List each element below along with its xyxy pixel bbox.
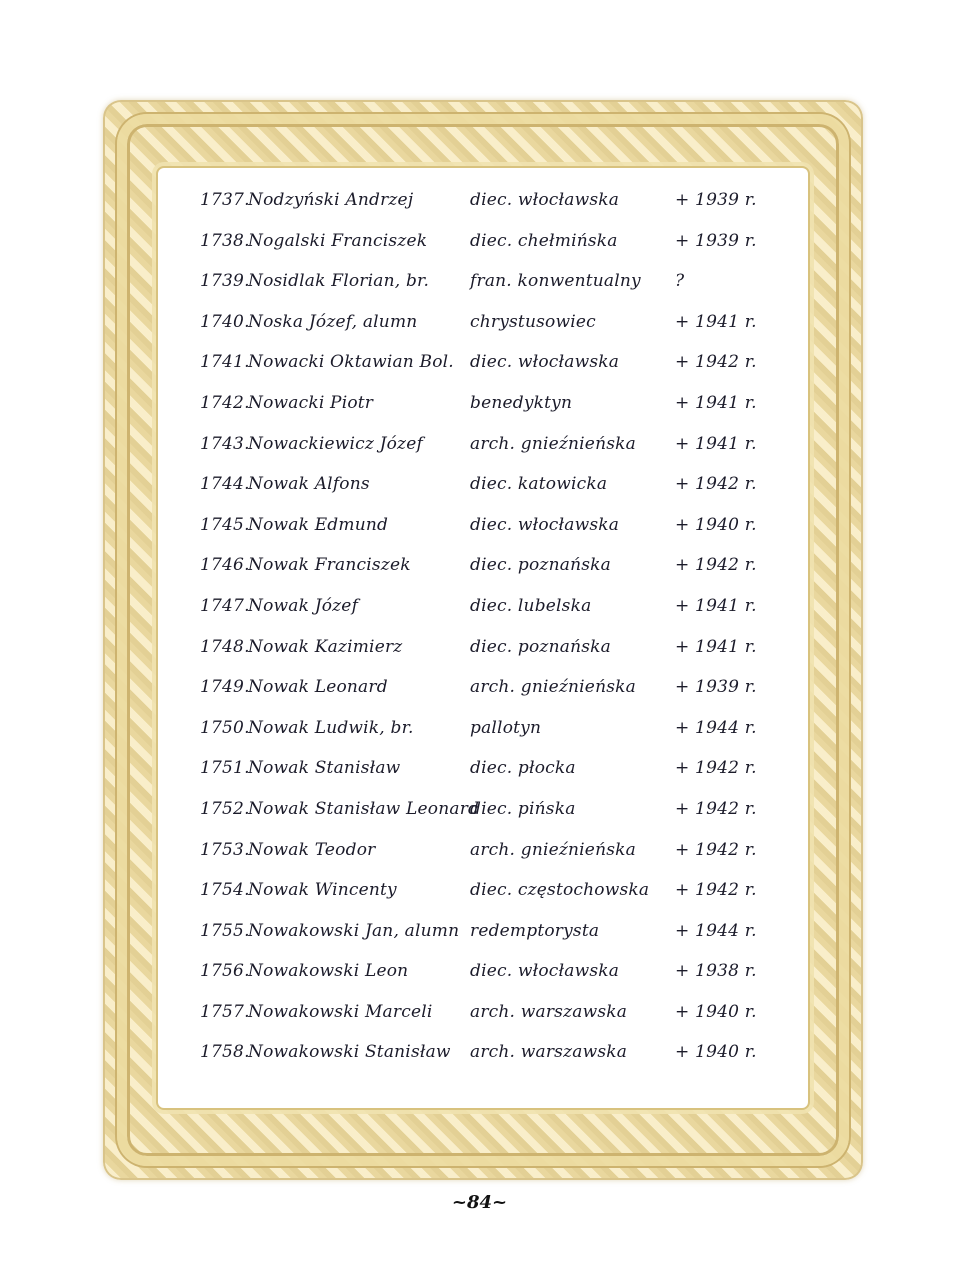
entry-number: 1758. bbox=[200, 1042, 250, 1063]
list-item bbox=[200, 1042, 780, 1083]
entry-death: + 1941 r. bbox=[675, 311, 757, 332]
entry-death: + 1942 r. bbox=[675, 798, 757, 819]
list-item bbox=[200, 961, 780, 1002]
entry-affiliation: chrystusowiec bbox=[470, 311, 596, 332]
entry-name: Nowacki Oktawian Bol. bbox=[248, 352, 454, 373]
entry-number: 1742. bbox=[200, 392, 250, 413]
entry-number: 1738. bbox=[200, 230, 250, 251]
entry-affiliation: diec. włocławska bbox=[470, 961, 620, 982]
entry-affiliation: diec. katowicka bbox=[470, 474, 608, 495]
list-item bbox=[200, 637, 780, 678]
entry-affiliation: diec. poznańska bbox=[470, 636, 611, 657]
entry-affiliation: arch. gnieźnieńska bbox=[470, 839, 636, 860]
page-number: ~84~ bbox=[451, 1192, 508, 1213]
entry-affiliation: diec. lubelska bbox=[470, 595, 592, 616]
entry-name: Nowak Leonard bbox=[248, 677, 388, 698]
entry-death: + 1939 r. bbox=[675, 190, 757, 210]
list-item bbox=[200, 758, 780, 799]
entry-number: 1749. bbox=[200, 677, 250, 698]
entry-death: + 1942 r. bbox=[675, 352, 757, 373]
entry-number: 1753. bbox=[200, 839, 250, 860]
entry-affiliation: pallotyn bbox=[470, 717, 542, 738]
entry-number: 1740. bbox=[200, 311, 250, 332]
entry-number: 1756. bbox=[200, 961, 250, 982]
entry-affiliation: diec. włocławska bbox=[470, 514, 620, 535]
name-list bbox=[200, 190, 780, 1083]
entry-name: Nowak Kazimierz bbox=[248, 636, 403, 657]
entry-name: Nowak Teodor bbox=[248, 839, 376, 860]
entry-name: Nowakowski Marceli bbox=[248, 1001, 433, 1022]
entry-name: Nowacki Piotr bbox=[248, 392, 374, 413]
entry-death: + 1942 r. bbox=[675, 555, 757, 576]
entry-affiliation: diec. włocławska bbox=[470, 352, 620, 373]
entry-name: Nowak Edmund bbox=[248, 514, 389, 535]
entry-number: 1755. bbox=[200, 920, 250, 941]
entry-death: + 1944 r. bbox=[675, 717, 757, 738]
entry-number: 1751. bbox=[200, 758, 250, 779]
list-item bbox=[200, 596, 780, 637]
entry-death: + 1942 r. bbox=[675, 758, 757, 779]
list-item bbox=[200, 515, 780, 556]
entry-number: 1741. bbox=[200, 352, 250, 373]
entry-affiliation: diec. częstochowska bbox=[470, 880, 650, 901]
entry-name: Nowak Wincenty bbox=[248, 880, 397, 901]
list-item bbox=[200, 921, 780, 962]
entry-number: 1750. bbox=[200, 717, 250, 738]
entry-name: Nowak Stanisław Leonard bbox=[248, 798, 480, 819]
entry-name: Nowak Stanisław bbox=[248, 758, 401, 779]
entry-death: + 1938 r. bbox=[675, 961, 757, 982]
entry-number: 1757. bbox=[200, 1001, 250, 1022]
entry-affiliation: fran. konwentualny bbox=[470, 271, 641, 292]
entry-name: Nowakowski Leon bbox=[248, 961, 409, 982]
list-item bbox=[200, 434, 780, 475]
list-item bbox=[200, 799, 780, 840]
entry-affiliation: arch. gnieźnieńska bbox=[470, 677, 636, 698]
entry-affiliation: arch. warszawska bbox=[470, 1042, 628, 1063]
entry-number: 1746. bbox=[200, 555, 250, 576]
list-item bbox=[200, 393, 780, 434]
entry-number: 1737. bbox=[200, 190, 250, 210]
entry-death: + 1941 r. bbox=[675, 433, 757, 454]
entry-death: + 1942 r. bbox=[675, 880, 757, 901]
list-item bbox=[200, 677, 780, 718]
entry-affiliation: diec. włocławska bbox=[470, 190, 620, 210]
list-item bbox=[200, 840, 780, 881]
entry-death: + 1940 r. bbox=[675, 1001, 757, 1022]
entry-affiliation: diec. pińska bbox=[470, 798, 576, 819]
list-item bbox=[200, 190, 780, 231]
entry-number: 1748. bbox=[200, 636, 250, 657]
list-item bbox=[200, 880, 780, 921]
list-item bbox=[200, 312, 780, 353]
entry-affiliation: diec. płocka bbox=[470, 758, 576, 779]
entry-number: 1747. bbox=[200, 595, 250, 616]
entry-affiliation: arch. warszawska bbox=[470, 1001, 628, 1022]
entry-number: 1745. bbox=[200, 514, 250, 535]
entry-death: + 1944 r. bbox=[675, 920, 757, 941]
entry-name: Nosidlak Florian, br. bbox=[248, 271, 430, 292]
entry-death: ? bbox=[675, 271, 685, 292]
list-item bbox=[200, 271, 780, 312]
entry-name: Nowackiewicz Józef bbox=[248, 433, 423, 454]
list-item bbox=[200, 1002, 780, 1043]
entry-affiliation: benedyktyn bbox=[470, 392, 573, 413]
entry-name: Nowak Franciszek bbox=[248, 555, 411, 576]
entry-name: Nowak Ludwik, br. bbox=[248, 717, 414, 738]
entry-death: + 1941 r. bbox=[675, 392, 757, 413]
entry-affiliation: arch. gnieźnieńska bbox=[470, 433, 636, 454]
entry-affiliation: diec. poznańska bbox=[470, 555, 611, 576]
entry-death: + 1939 r. bbox=[675, 677, 757, 698]
list-item bbox=[200, 474, 780, 515]
entry-name: Nogalski Franciszek bbox=[248, 230, 428, 251]
entry-death: + 1940 r. bbox=[675, 1042, 757, 1063]
entry-number: 1754. bbox=[200, 880, 250, 901]
entry-affiliation: redemptorysta bbox=[470, 920, 600, 941]
entry-death: + 1941 r. bbox=[675, 595, 757, 616]
entry-affiliation: diec. chełmińska bbox=[470, 230, 618, 251]
list-item bbox=[200, 555, 780, 596]
list-item bbox=[200, 352, 780, 393]
entry-name: Noska Józef, alumn bbox=[248, 311, 418, 332]
entry-death: + 1942 r. bbox=[675, 839, 757, 860]
entry-name: Nowakowski Stanisław bbox=[248, 1042, 451, 1063]
entry-number: 1744. bbox=[200, 474, 250, 495]
entry-number: 1739. bbox=[200, 271, 250, 292]
entry-name: Nowak Józef bbox=[248, 595, 359, 616]
entry-death: + 1941 r. bbox=[675, 636, 757, 657]
entry-death: + 1940 r. bbox=[675, 514, 757, 535]
entry-name: Nowakowski Jan, alumn bbox=[248, 920, 460, 941]
entry-death: + 1942 r. bbox=[675, 474, 757, 495]
entry-death: + 1939 r. bbox=[675, 230, 757, 251]
entry-name: Nowak Alfons bbox=[248, 474, 370, 495]
entry-name: Nodzyński Andrzej bbox=[248, 190, 414, 210]
list-item bbox=[200, 231, 780, 272]
entry-number: 1752. bbox=[200, 798, 250, 819]
entry-number: 1743. bbox=[200, 433, 250, 454]
list-item bbox=[200, 718, 780, 759]
